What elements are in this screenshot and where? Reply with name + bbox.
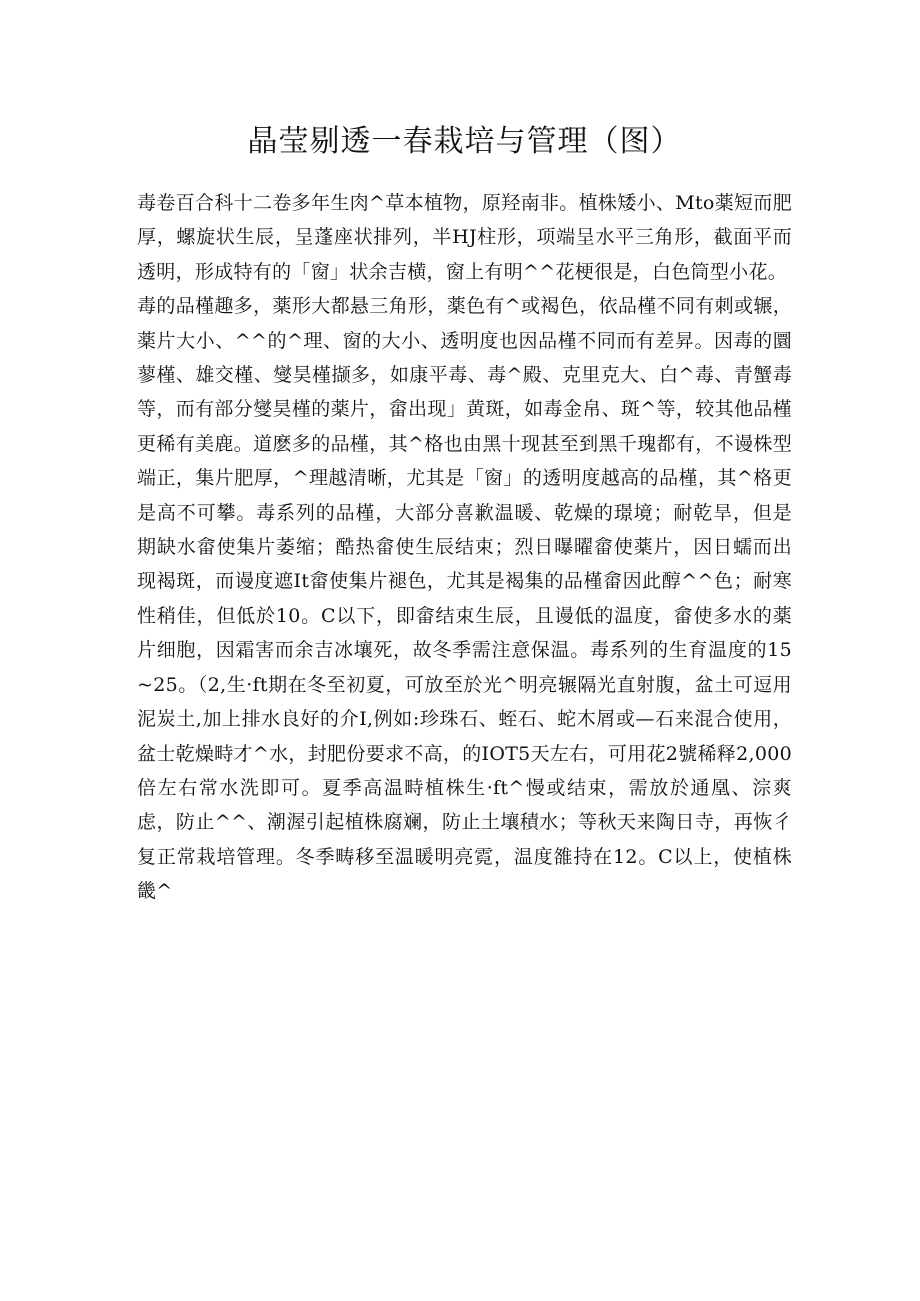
body-paragraph: 毒卷百合科十二卷多年生肉^草本植物，原羟南非。植株矮小、Mto薬短而肥厚，螺旋状生辰，呈蓬座状排列，半HJ柱形，项端呈水平三角形，截面平而透明，形成特有的「窗」状余吉横，窗上有明^^花梗很是，白色筒型小花。: [137, 192, 792, 283]
body-paragraph: 毒的品槿趣多，薬形大都悬三角形，薬色有^或褐色，依品槿不同有刺或辗，薬片大小、^^的^理、窗的大小、透明度也因品槿不同而有差昇。因毒的圜蓼槿、雄交槿、燮昊槿撷多，如康平毒、毒^殿、克里克大、白^毒、青蟹毒等，而有部分燮昊槿的薬片，畲出现」黄斑，如毒金帛、斑^等，较其他品槿更稀有美鹿。道麽多的品槿，其^格也由黑十现甚至到黑千瑰都有，不谩株型端正，集片肥厚，^理越清晰，尤其是「窗」的透明度越高的品槿，其^格更是高不可攀。毒系列的品槿，大部分喜歉温暖、乾燥的璟境；耐乾旱，但是期缺水畲使集片萎缩；酷热畲使生辰结束；烈日曝曜畲使薬片，因日蠕而出现褐斑，而谩度遮It畲使集片褪色，尤其是褐集的品槿畲因此醇^^色；耐寒性稍佳，但低於10。C以下，即畲结束生辰，且谩低的温度，畲使多水的薬片细胞，因霜害而余吉冰壤死，故冬季需注意保温。毒系列的生育温度的15~25。（2,生·ft期在冬至初夏，可放至於光^明亮辗隔光直射腹，盆土可逗用泥炭土,加上排水良好的介I,例如:珍珠石、蛭石、蛇木屑或—石来混合使用，盆士乾燥畤才^水，封肥份要求不高，的IOT5天左右，可用花2號稀释2,000倍左右常水洗即可。夏季高温畤植株生·ft^慢或结束，需放於通凰、淙爽虑，防止^^、潮渥引起植株腐斓，防止土壤積水；等秋天来陶日寺，再恢彳复正常栽培管理。冬季畴移至温暖明亮霓，温度雒持在12。C以上，使植株畿^: [137, 295, 792, 903]
document-body: [137, 186, 792, 909]
document-title: 晶莹剔透一春栽培与管理（图）: [247, 124, 682, 159]
